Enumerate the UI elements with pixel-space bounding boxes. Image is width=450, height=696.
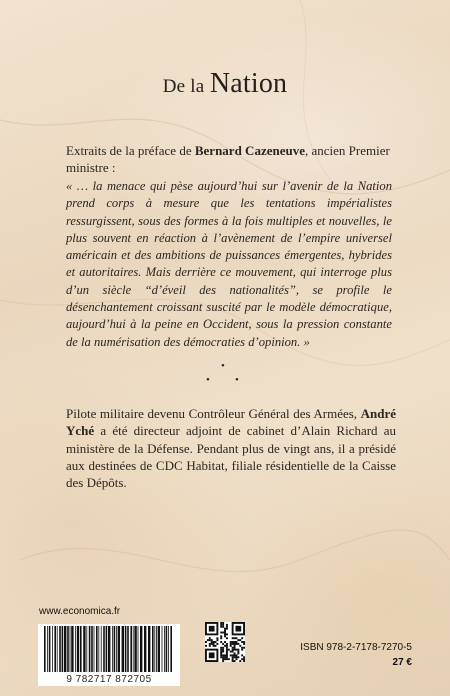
price: 27 €	[392, 657, 412, 668]
qr-module	[234, 641, 236, 643]
qr-module	[216, 637, 218, 639]
barcode-bar	[125, 626, 127, 672]
qr-module	[205, 645, 207, 647]
qr-module	[226, 658, 228, 660]
qr-module	[220, 649, 222, 651]
barcode-bar	[86, 626, 87, 672]
barcode-bar	[77, 626, 79, 672]
qr-module	[220, 624, 222, 626]
qr-module	[239, 645, 241, 647]
qr-module	[235, 649, 237, 651]
qr-module	[226, 626, 228, 628]
qr-module	[220, 635, 222, 637]
qr-module	[241, 649, 243, 651]
qr-module	[234, 637, 236, 639]
qr-module	[230, 643, 232, 645]
quote-inner: “d’éveil des nationalités”	[144, 282, 296, 297]
barcode	[38, 624, 180, 686]
barcode-bar	[103, 626, 105, 672]
qr-module	[232, 641, 234, 643]
barcode-bar	[134, 626, 136, 672]
quote-part-2: , se profile le désenchantement croissant suscité par le modèle démocratique, aujourd’hui à la peine en Occident, sous la pression constante de la numérisation des démocraties d’opinion. »	[66, 282, 392, 349]
qr-module	[235, 643, 237, 645]
qr-module	[226, 637, 228, 639]
qr-module	[213, 641, 215, 643]
barcode-bar	[156, 626, 157, 672]
barcode-bar	[94, 626, 95, 672]
qr-module	[224, 656, 226, 658]
qr-module	[215, 645, 217, 647]
qr-module	[220, 652, 222, 654]
barcode-bar	[64, 626, 66, 672]
barcode-bar	[71, 626, 73, 672]
qr-module	[209, 645, 211, 647]
qr-module	[241, 637, 243, 639]
qr-module	[228, 649, 230, 651]
barcode-bar	[101, 626, 102, 672]
qr-module	[220, 641, 222, 643]
barcode-bars	[44, 626, 174, 672]
qr-module	[224, 654, 226, 656]
qr-module	[220, 622, 222, 624]
qr-module	[234, 645, 236, 647]
barcode-bar	[106, 626, 108, 672]
publisher-website[interactable]: www.economica.fr	[39, 606, 121, 617]
qr-module	[226, 643, 228, 645]
barcode-bar	[166, 626, 168, 672]
qr-module	[232, 660, 234, 662]
qr-module	[224, 633, 226, 635]
quote-part-1: « … la menace qui pèse aujourd’hui sur l’avenir de la Nation prend corps à mesure que les tentations impérialistes ressurgissent, sous des formes à la fois multiples et nouvelles, le plus souvent en réaction à l’avènement de l’empire universel américain et des ambitions de puissances émergentes, hybrides et autoritaires. Mais derrière ce mouvement, qui interroge plus d’un siècle	[66, 179, 392, 297]
qr-module	[234, 652, 236, 654]
preface-author: Bernard Cazeneuve	[194, 143, 305, 158]
barcode-bar	[83, 626, 85, 672]
qr-module	[213, 645, 215, 647]
separator-dot: •	[206, 374, 210, 386]
qr-module	[241, 654, 243, 656]
qr-module	[232, 643, 234, 645]
qr-module	[220, 647, 222, 649]
qr-module	[224, 630, 226, 632]
qr-module	[234, 654, 236, 656]
barcode-bar	[140, 626, 142, 672]
barcode-bar	[75, 626, 76, 672]
qr-module	[243, 658, 245, 660]
barcode-bar	[148, 626, 150, 672]
qr-module	[220, 654, 222, 656]
isbn-block	[300, 640, 412, 670]
qr-module	[211, 639, 213, 641]
qr-code[interactable]	[205, 622, 245, 662]
title-main: Nation	[209, 68, 288, 99]
qr-module	[226, 624, 228, 626]
barcode-bar	[114, 626, 116, 672]
author-name: André Yché	[66, 406, 396, 439]
qr-module	[211, 643, 213, 645]
qr-module	[237, 651, 239, 653]
qr-module	[222, 647, 224, 649]
qr-module	[222, 643, 224, 645]
qr-module	[207, 639, 209, 641]
qr-module	[234, 643, 236, 645]
qr-module	[232, 649, 234, 651]
preface-intro	[66, 142, 396, 176]
qr-module	[226, 645, 228, 647]
qr-module	[222, 632, 224, 634]
barcode-bar	[116, 626, 117, 672]
isbn-number: ISBN 978-2-7178-7270-5	[300, 642, 412, 653]
preface-quote	[66, 178, 392, 351]
qr-module	[222, 626, 224, 628]
qr-module	[241, 658, 243, 660]
qr-module	[237, 656, 239, 658]
qr-module	[226, 656, 228, 658]
qr-module	[220, 632, 222, 634]
barcode-bar	[59, 626, 61, 672]
qr-module	[220, 637, 222, 639]
qr-module	[237, 643, 239, 645]
qr-module	[222, 654, 224, 656]
barcode-bar	[162, 626, 163, 672]
barcode-bar	[80, 626, 82, 672]
barcode-bar	[96, 626, 98, 672]
qr-module	[226, 649, 228, 651]
qr-module	[232, 654, 234, 656]
qr-module	[241, 647, 243, 649]
qr-module	[241, 641, 243, 643]
qr-module	[235, 658, 237, 660]
barcode-digits: 9 782717 872705	[66, 674, 152, 685]
qr-module	[235, 654, 237, 656]
qr-module	[232, 651, 234, 653]
qr-module	[215, 641, 217, 643]
qr-module	[230, 654, 232, 656]
qr-module	[234, 647, 236, 649]
qr-module	[220, 626, 222, 628]
book-title	[0, 68, 450, 100]
qr-module	[230, 645, 232, 647]
barcode-bar	[54, 626, 56, 672]
qr-module	[224, 658, 226, 660]
qr-finder	[209, 652, 215, 658]
separator-dot: •	[221, 360, 225, 372]
barcode-bar	[158, 626, 160, 672]
barcode-bar	[57, 626, 58, 672]
barcode-bar	[67, 626, 69, 672]
qr-module	[239, 639, 241, 641]
qr-module	[235, 656, 237, 658]
qr-module	[209, 637, 211, 639]
qr-module	[224, 645, 226, 647]
qr-module	[228, 658, 230, 660]
barcode-bar	[52, 626, 53, 672]
qr-module	[216, 639, 218, 641]
separator-dot: •	[235, 374, 239, 386]
qr-module	[222, 658, 224, 660]
qr-module	[226, 647, 228, 649]
qr-module	[234, 649, 236, 651]
qr-module	[232, 658, 234, 660]
qr-module	[232, 637, 234, 639]
qr-module	[232, 656, 234, 658]
qr-module	[224, 641, 226, 643]
barcode-bar	[98, 626, 99, 672]
qr-module	[237, 649, 239, 651]
qr-module	[230, 651, 232, 653]
barcode-bar	[154, 626, 155, 672]
qr-module	[222, 660, 224, 662]
qr-finder	[235, 626, 241, 632]
barcode-bar	[164, 626, 165, 672]
qr-module	[243, 660, 245, 662]
barcode-bar	[112, 626, 113, 672]
qr-module	[226, 628, 228, 630]
qr-module	[237, 652, 239, 654]
qr-module	[243, 656, 245, 658]
barcode-bar	[118, 626, 120, 672]
barcode-bar	[130, 626, 132, 672]
qr-module	[234, 656, 236, 658]
barcode-bar	[108, 626, 110, 672]
qr-module	[209, 643, 211, 645]
qr-module	[226, 633, 228, 635]
qr-module	[216, 643, 218, 645]
qr-module	[226, 651, 228, 653]
barcode-bar	[122, 626, 124, 672]
author-bio	[66, 405, 396, 491]
barcode-bar	[62, 626, 64, 672]
qr-module	[226, 654, 228, 656]
qr-module	[222, 624, 224, 626]
bio-after: a été directeur adjoint de cabinet d’Alain Richard au ministère de la Défense. Pendant plus de vingt ans, il a présidé aux destinées de CDC Habitat, filiale résidentielle de la Caisse des Dépôts.	[66, 423, 396, 491]
qr-module	[224, 632, 226, 634]
intro-before: Extraits de la préface de	[66, 143, 195, 158]
qr-finder	[209, 626, 215, 632]
qr-module	[220, 651, 222, 653]
qr-module	[211, 641, 213, 643]
qr-module	[222, 651, 224, 653]
qr-module	[220, 656, 222, 658]
barcode-bar	[47, 626, 48, 672]
qr-module	[235, 637, 237, 639]
qr-module	[230, 641, 232, 643]
qr-module	[226, 652, 228, 654]
qr-module	[224, 628, 226, 630]
intro-after: , ancien Premier ministre :	[66, 143, 390, 175]
qr-module	[235, 641, 237, 643]
barcode-bar	[152, 626, 154, 672]
qr-module	[243, 641, 245, 643]
barcode-bar	[70, 626, 71, 672]
barcode-bar	[89, 626, 91, 672]
barcode-bar	[127, 626, 129, 672]
qr-module	[205, 641, 207, 643]
barcode-bar	[144, 626, 146, 672]
qr-module	[243, 643, 245, 645]
qr-module	[239, 660, 241, 662]
barcode-bar	[91, 626, 93, 672]
barcode-bar	[170, 626, 172, 672]
barcode-bar	[133, 626, 134, 672]
barcode-bar	[44, 626, 46, 672]
qr-module	[224, 635, 226, 637]
qr-module	[222, 656, 224, 658]
barcode-bar	[138, 626, 139, 672]
qr-module	[209, 639, 211, 641]
qr-module	[243, 647, 245, 649]
qr-module	[222, 649, 224, 651]
title-prefix: De la	[162, 76, 205, 97]
barcode-bar	[49, 626, 51, 672]
qr-module	[213, 643, 215, 645]
qr-module	[234, 660, 236, 662]
barcode-bar	[168, 626, 169, 672]
bio-before: Pilote militaire devenu Contrôleur Général des Armées,	[66, 406, 361, 421]
qr-module	[237, 639, 239, 641]
qr-module	[222, 622, 224, 624]
qr-module	[232, 647, 234, 649]
